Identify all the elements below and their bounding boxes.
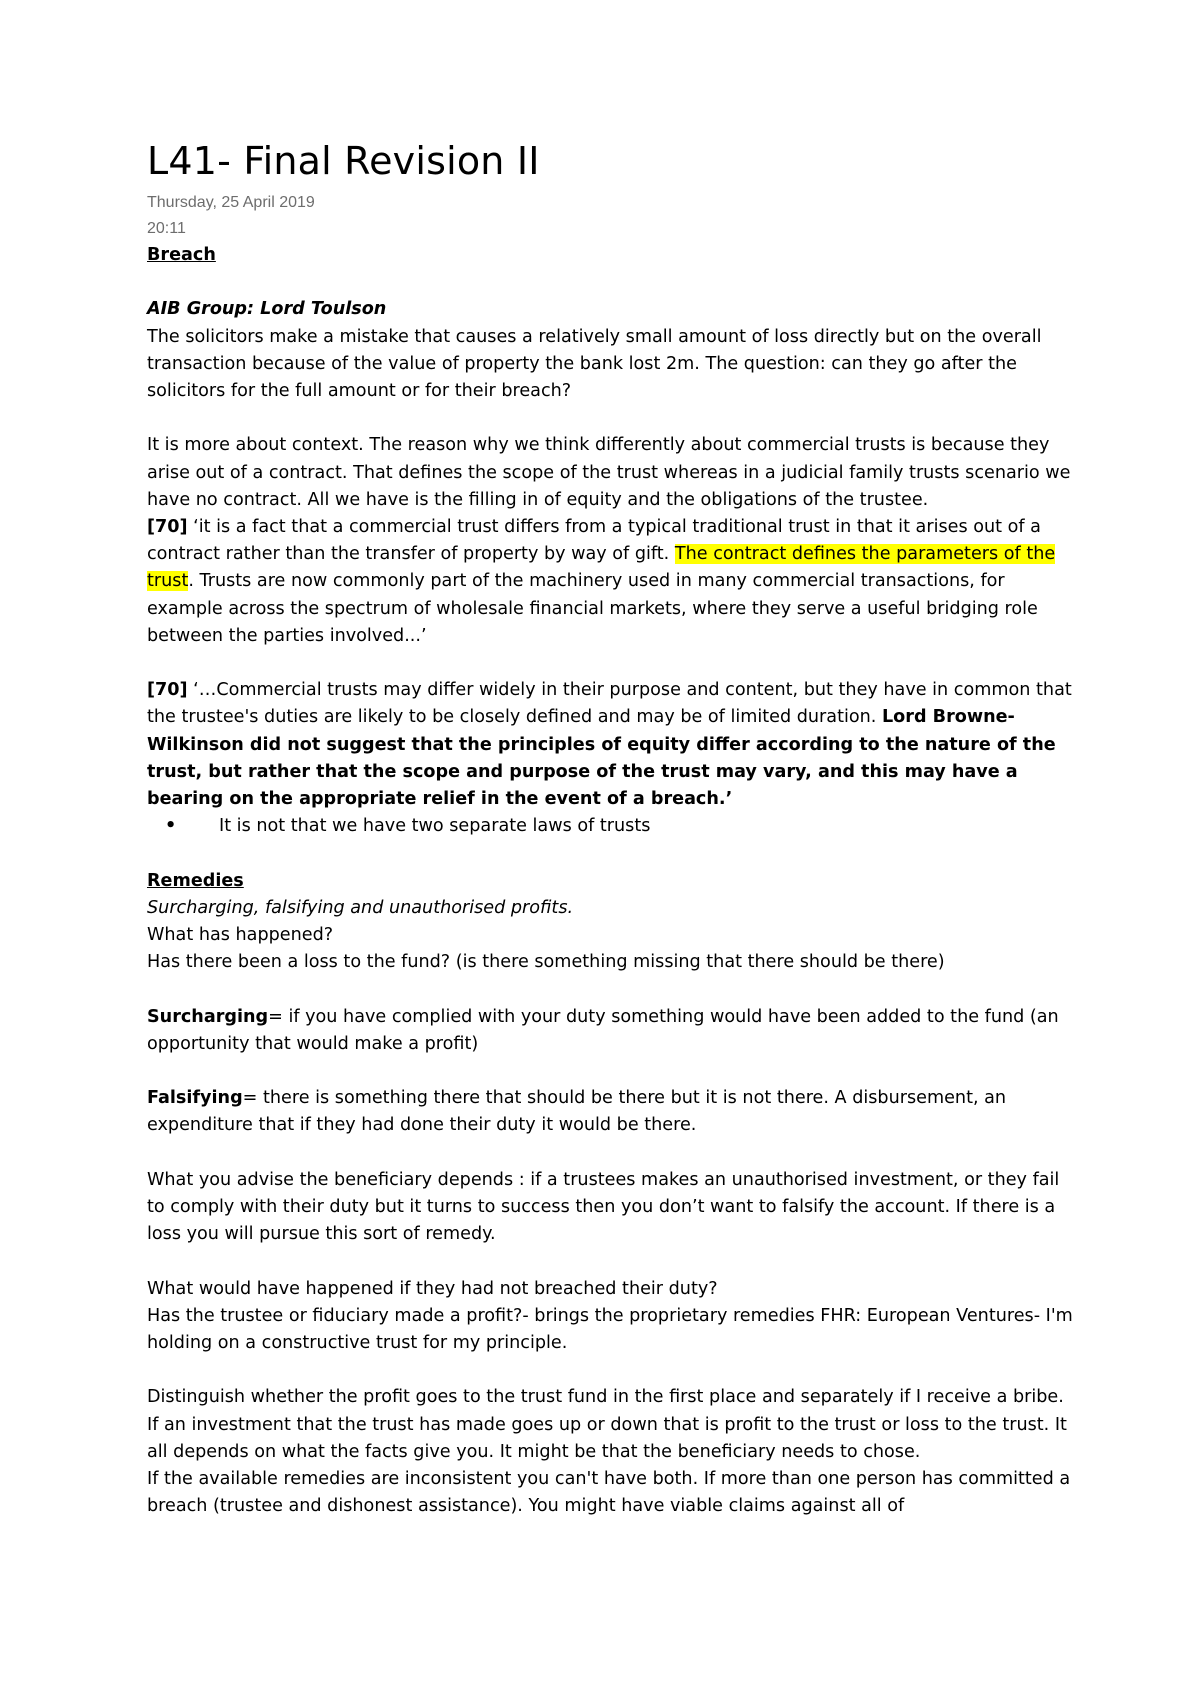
- definition-text: = if you have complied with your duty something would have been added to the fund (an opportunity that would make a profit): [147, 1006, 1059, 1054]
- note-body: [147, 242, 1080, 1520]
- quote-text: ‘…Commercial trusts may differ widely in their purpose and content, but they have in common that the trustee's duties are likely to be closely defined and may be of limited duration.: [147, 680, 1072, 728]
- line-what-happened: What has happened?: [147, 925, 334, 946]
- bullet-icon: •: [165, 816, 177, 837]
- remedies-subtitle: Surcharging, falsifying and unauthorised profits.: [147, 897, 574, 918]
- definition-surcharging: [147, 1004, 1080, 1058]
- bullet-item: [147, 813, 1080, 840]
- line-loss-question: Has there been a loss to the fund? (is there something missing that there should be there): [147, 952, 945, 973]
- highlighted-text: The contract defines the parameters of the trust: [147, 544, 1056, 592]
- paragraph-inconsistent-remedies: If the available remedies are inconsistent you can't have both. If more than one person has committed a breach (trustee and dishonest assistance). You might have viable claims against all of: [147, 1469, 1071, 1517]
- section-heading-breach: Breach: [147, 245, 216, 265]
- line-profit-question: Has the trustee or fiduciary made a profit?- brings the proprietary remedies FHR: European Ventures- I'm holding on a constructive trust for my principle.: [147, 1305, 1073, 1353]
- paragraph-advise: What you advise the beneficiary depends : if a trustees makes an unauthorised investment, or they fail to comply with their duty but it turns to success then you don’t want to falsify the account. If there is a loss you will pursue this sort of remedy.: [147, 1169, 1060, 1245]
- quote-text: ‘it is a fact that a commercial trust differs from a typical traditional trust in that it arises out of a contract rather than the transfer of property by way of gift.: [147, 517, 1041, 565]
- term-falsifying: Falsifying: [147, 1088, 243, 1109]
- term-surcharging: Surcharging: [147, 1006, 269, 1027]
- paragraph-solicitors: The solicitors make a mistake that causes a relatively small amount of loss directly but on the overall transaction because of the value of property the bank lost 2m. The question: can they go after the solicitors for the full amount or for their breach?: [147, 326, 1042, 401]
- line-what-would-have-happened: What would have happened if they had not breached their duty?: [147, 1278, 718, 1299]
- date-stamp: Thursday, 25 April 2019: [147, 194, 315, 211]
- paragraph-context: It is more about context. The reason why we think differently about commercial trusts is because they arise out of a contract. That defines the scope of the trust whereas in a judicial family trusts scenario we have no contract. All we have is the filling in of equity and the obligations of the trustee.: [147, 435, 1071, 510]
- bullet-text: It is not that we have two separate laws of trusts: [219, 816, 651, 837]
- quote-paragraph-2: [147, 677, 1080, 813]
- bold-quote-text: Lord Browne-Wilkinson did not suggest that the principles of equity differ according to the nature of the trust, but rather that the scope and purpose of the trust may vary, and this may have a bearing on the appropriate relief in the event of a breach.’: [147, 707, 1056, 810]
- page-title: L41- Final Revision II: [147, 139, 540, 183]
- definition-text: = there is something there that should be there but it is not there. A disbursement, an expenditure that if they had done their duty it would be there.: [147, 1088, 1007, 1136]
- quote-ref: [70]: [147, 680, 188, 701]
- paragraph-distinguish: Distinguish whether the profit goes to the trust fund in the first place and separately if I receive a bribe. If an investment that the trust has made goes up or down that is profit to the trust or loss to the trust. It all depends on what the facts give you. It might be that the beneficiary needs to chose.: [147, 1387, 1067, 1462]
- quote-text-rest: . Trusts are now commonly part of the machinery used in many commercial transactions, for example across the spectrum of wholesale financial markets, where they serve a useful bridging role between the parties involved...’: [147, 571, 1038, 646]
- definition-falsifying: [147, 1085, 1080, 1139]
- case-heading: AIB Group: Lord Toulson: [147, 299, 387, 320]
- time-stamp: 20:11: [147, 220, 186, 237]
- quote-paragraph-1: [147, 514, 1080, 650]
- quote-ref: [70]: [147, 517, 188, 537]
- section-heading-remedies: Remedies: [147, 870, 244, 891]
